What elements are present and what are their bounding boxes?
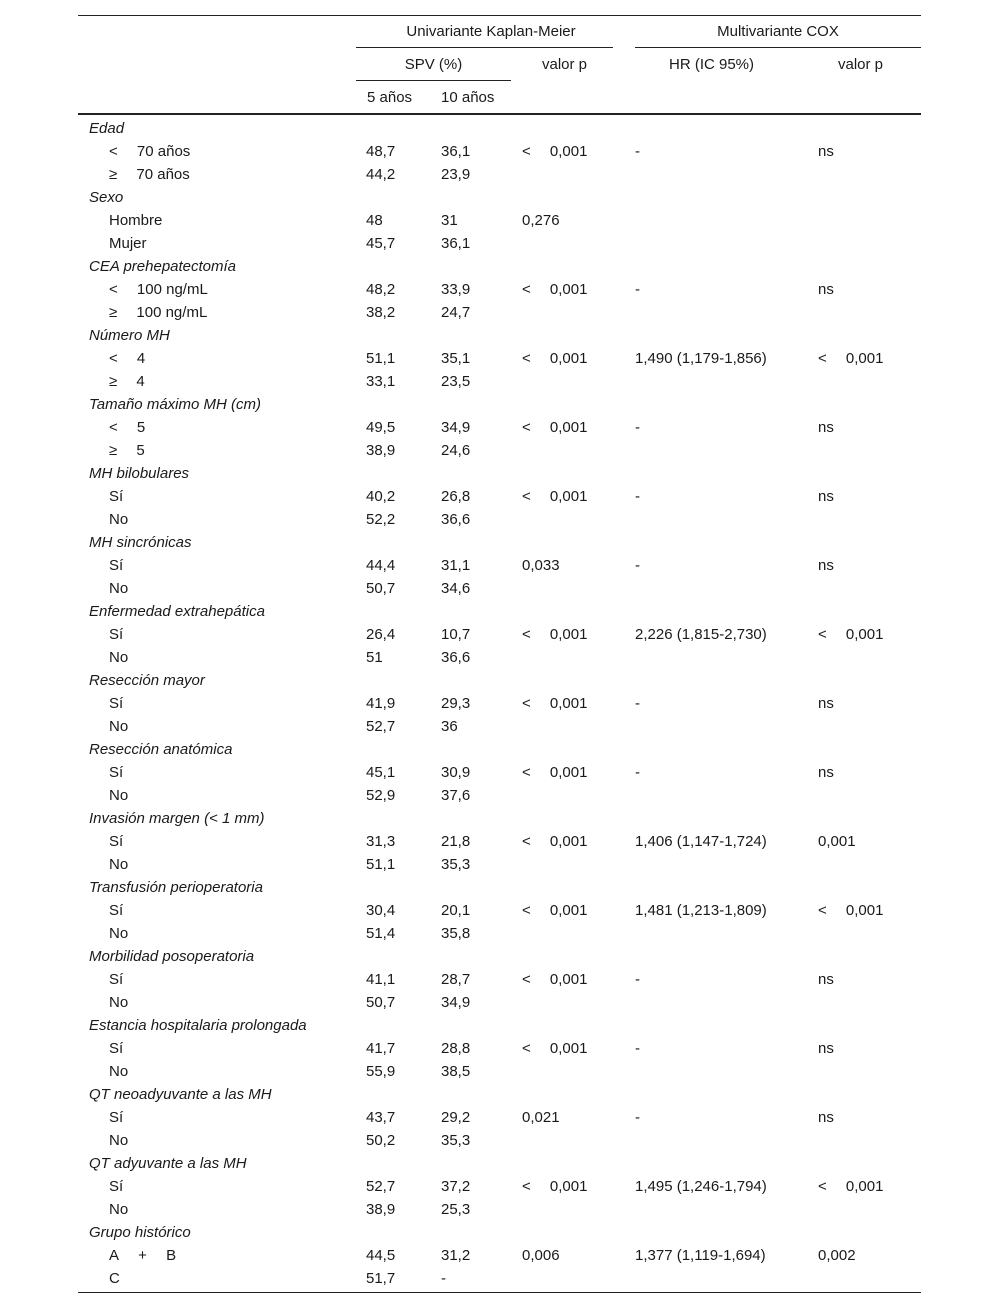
survival-10y: 36,1 — [441, 143, 471, 160]
row-label: A + B — [109, 1247, 177, 1264]
header-km-title: Univariante Kaplan-Meier — [406, 23, 576, 40]
km-p-value: 0,276 — [522, 212, 560, 229]
survival-5y: 51,1 — [366, 350, 396, 367]
survival-10y: 31,2 — [441, 1247, 471, 1264]
table-row — [78, 1244, 921, 1267]
cox-p-value: < 0,001 — [818, 626, 884, 643]
survival-5y: 51,1 — [366, 856, 396, 873]
survival-5y: 49,5 — [366, 419, 396, 436]
table-row — [78, 1175, 921, 1198]
survival-10y: 23,5 — [441, 373, 471, 390]
survival-10y: 24,7 — [441, 304, 471, 321]
survival-5y: 52,9 — [366, 787, 396, 804]
table-row — [78, 140, 921, 163]
hazard-ratio: 1,490 (1,179-1,856) — [635, 350, 767, 367]
row-label: Sí — [109, 695, 124, 712]
survival-5y: 38,2 — [366, 304, 396, 321]
category-label: MH sincrónicas — [89, 534, 192, 551]
table-row — [78, 1198, 921, 1221]
hazard-ratio: 1,495 (1,246-1,794) — [635, 1178, 767, 1195]
survival-5y: 48 — [366, 212, 383, 229]
survival-10y: 36,6 — [441, 511, 471, 528]
table-bottom-rule — [78, 1292, 921, 1293]
hazard-ratio: - — [635, 488, 640, 505]
category-row — [78, 255, 921, 278]
cox-p-value: ns — [818, 695, 834, 712]
km-p-value: < 0,001 — [522, 1178, 588, 1195]
table-row — [78, 922, 921, 945]
row-label: No — [109, 580, 129, 597]
survival-5y: 41,7 — [366, 1040, 396, 1057]
category-row — [78, 324, 921, 347]
table-row — [78, 554, 921, 577]
km-p-value: < 0,001 — [522, 695, 588, 712]
table-row — [78, 163, 921, 186]
survival-10y: 36 — [441, 718, 458, 735]
survival-10y: 24,6 — [441, 442, 471, 459]
header-cox-title: Multivariante COX — [717, 23, 839, 40]
km-p-value: 0,033 — [522, 557, 560, 574]
category-label: Transfusión perioperatoria — [89, 879, 263, 896]
survival-5y: 45,7 — [366, 235, 396, 252]
survival-10y: 23,9 — [441, 166, 471, 183]
row-label: C — [109, 1270, 120, 1287]
km-p-value: < 0,001 — [522, 488, 588, 505]
category-row — [78, 738, 921, 761]
category-row — [78, 393, 921, 416]
cox-p-value: < 0,001 — [818, 1178, 884, 1195]
header-hr: HR (IC 95%) — [669, 56, 755, 73]
spv-group-rule — [356, 80, 511, 81]
survival-5y: 43,7 — [366, 1109, 396, 1126]
table-body — [78, 117, 921, 1290]
cox-p-value: < 0,001 — [818, 350, 884, 367]
hazard-ratio: - — [635, 971, 640, 988]
survival-5y: 44,5 — [366, 1247, 396, 1264]
category-row — [78, 876, 921, 899]
cox-p-value: ns — [818, 1109, 834, 1126]
table-row — [78, 301, 921, 324]
row-label: Sí — [109, 488, 124, 505]
table-row — [78, 209, 921, 232]
category-row — [78, 1152, 921, 1175]
survival-10y: 10,7 — [441, 626, 471, 643]
header-5-years: 5 años — [367, 89, 413, 106]
survival-10y: 33,9 — [441, 281, 471, 298]
table-row — [78, 715, 921, 738]
hazard-ratio: - — [635, 1109, 640, 1126]
survival-10y: 28,7 — [441, 971, 471, 988]
table-row — [78, 508, 921, 531]
table-row — [78, 232, 921, 255]
survival-5y: 41,9 — [366, 695, 396, 712]
category-row — [78, 807, 921, 830]
survival-10y: 31 — [441, 212, 458, 229]
survival-5y: 31,3 — [366, 833, 396, 850]
survival-10y: 35,1 — [441, 350, 471, 367]
survival-5y: 50,7 — [366, 994, 396, 1011]
survival-10y: 38,5 — [441, 1063, 471, 1080]
category-label: Grupo histórico — [89, 1224, 191, 1241]
survival-5y: 38,9 — [366, 1201, 396, 1218]
survival-10y: 29,2 — [441, 1109, 471, 1126]
km-p-value: < 0,001 — [522, 1040, 588, 1057]
category-label: Resección mayor — [89, 672, 205, 689]
survival-5y: 38,9 — [366, 442, 396, 459]
table-row — [78, 485, 921, 508]
category-row — [78, 1014, 921, 1037]
category-label: Enfermedad extrahepática — [89, 603, 265, 620]
hazard-ratio: 1,406 (1,147-1,724) — [635, 833, 767, 850]
survival-5y: 55,9 — [366, 1063, 396, 1080]
survival-5y: 50,7 — [366, 580, 396, 597]
table-top-rule — [78, 15, 921, 16]
table-row — [78, 761, 921, 784]
category-label: Sexo — [89, 189, 124, 206]
category-label: QT adyuvante a las MH — [89, 1155, 247, 1172]
cox-p-value: ns — [818, 281, 834, 298]
table-row — [78, 853, 921, 876]
table-row — [78, 784, 921, 807]
table-row — [78, 623, 921, 646]
cox-p-value: < 0,001 — [818, 902, 884, 919]
cox-p-value: ns — [818, 419, 834, 436]
row-label: ≥ 100 ng/mL — [109, 304, 208, 321]
survival-10y: 20,1 — [441, 902, 471, 919]
survival-5y: 51,7 — [366, 1270, 396, 1287]
row-label: < 100 ng/mL — [109, 281, 208, 298]
row-label: Sí — [109, 764, 124, 781]
category-row — [78, 1083, 921, 1106]
row-label: Sí — [109, 1109, 124, 1126]
hazard-ratio: - — [635, 695, 640, 712]
hazard-ratio: - — [635, 1040, 640, 1057]
hazard-ratio: - — [635, 557, 640, 574]
survival-5y: 33,1 — [366, 373, 396, 390]
km-p-value: < 0,001 — [522, 350, 588, 367]
row-label: < 5 — [109, 419, 146, 436]
cox-p-value: ns — [818, 557, 834, 574]
survival-5y: 44,2 — [366, 166, 396, 183]
survival-5y: 40,2 — [366, 488, 396, 505]
table-row — [78, 347, 921, 370]
row-label: Sí — [109, 833, 124, 850]
survival-5y: 30,4 — [366, 902, 396, 919]
survival-10y: 37,6 — [441, 787, 471, 804]
row-label: < 70 años — [109, 143, 191, 160]
survival-5y: 51 — [366, 649, 383, 666]
table-row — [78, 968, 921, 991]
table-row — [78, 692, 921, 715]
row-label: No — [109, 718, 129, 735]
km-p-value: < 0,001 — [522, 764, 588, 781]
table-row — [78, 278, 921, 301]
table-row — [78, 830, 921, 853]
category-label: MH bilobulares — [89, 465, 190, 482]
row-label: Sí — [109, 557, 124, 574]
category-row — [78, 945, 921, 968]
category-row — [78, 462, 921, 485]
survival-10y: - — [441, 1270, 446, 1287]
survival-5y: 44,4 — [366, 557, 396, 574]
category-label: Resección anatómica — [89, 741, 233, 758]
survival-10y: 30,9 — [441, 764, 471, 781]
row-label: No — [109, 925, 129, 942]
category-label: Número MH — [89, 327, 170, 344]
cox-p-value: ns — [818, 488, 834, 505]
row-label: No — [109, 856, 129, 873]
category-row — [78, 1221, 921, 1244]
category-label: Morbilidad posoperatoria — [89, 948, 255, 965]
category-label: Edad — [89, 120, 125, 137]
survival-10y: 36,1 — [441, 235, 471, 252]
survival-10y: 29,3 — [441, 695, 471, 712]
survival-5y: 26,4 — [366, 626, 396, 643]
table-row — [78, 1267, 921, 1290]
row-label: ≥ 70 años — [109, 166, 190, 183]
header-pval-cox: valor p — [838, 56, 884, 73]
survival-10y: 35,3 — [441, 1132, 471, 1149]
category-row — [78, 186, 921, 209]
table-row — [78, 577, 921, 600]
row-label: ≥ 4 — [109, 373, 145, 390]
row-label: ≥ 5 — [109, 442, 145, 459]
row-label: Hombre — [109, 212, 163, 229]
hazard-ratio: - — [635, 764, 640, 781]
km-p-value: < 0,001 — [522, 281, 588, 298]
header-10-years: 10 años — [441, 89, 495, 106]
table-row — [78, 1106, 921, 1129]
table-row — [78, 439, 921, 462]
cox-p-value: ns — [818, 764, 834, 781]
survival-5y: 52,7 — [366, 1178, 396, 1195]
row-label: Sí — [109, 626, 124, 643]
category-row — [78, 117, 921, 140]
survival-5y: 52,7 — [366, 718, 396, 735]
hazard-ratio: 1,481 (1,213-1,809) — [635, 902, 767, 919]
km-p-value: < 0,001 — [522, 419, 588, 436]
survival-5y: 48,2 — [366, 281, 396, 298]
row-label: Sí — [109, 1040, 124, 1057]
table-row — [78, 1129, 921, 1152]
survival-10y: 36,6 — [441, 649, 471, 666]
category-row — [78, 531, 921, 554]
row-label: Sí — [109, 971, 124, 988]
category-row — [78, 600, 921, 623]
row-label: No — [109, 994, 129, 1011]
category-row — [78, 669, 921, 692]
table-row — [78, 646, 921, 669]
table-row — [78, 899, 921, 922]
survival-10y: 34,6 — [441, 580, 471, 597]
header-spv: SPV (%) — [404, 56, 463, 73]
survival-5y: 50,2 — [366, 1132, 396, 1149]
km-p-value: < 0,001 — [522, 143, 588, 160]
row-label: No — [109, 1063, 129, 1080]
cox-p-value: ns — [818, 1040, 834, 1057]
row-label: < 4 — [109, 350, 146, 367]
row-label: No — [109, 1132, 129, 1149]
km-p-value: < 0,001 — [522, 833, 588, 850]
survival-10y: 26,8 — [441, 488, 471, 505]
hazard-ratio: - — [635, 281, 640, 298]
survival-5y: 41,1 — [366, 971, 396, 988]
cox-p-value: 0,001 — [818, 833, 856, 850]
survival-10y: 28,8 — [441, 1040, 471, 1057]
row-label: No — [109, 511, 129, 528]
km-p-value: < 0,001 — [522, 971, 588, 988]
category-label: Tamaño máximo MH (cm) — [89, 396, 261, 413]
survival-10y: 37,2 — [441, 1178, 471, 1195]
hazard-ratio: - — [635, 143, 640, 160]
hazard-ratio: 2,226 (1,815-2,730) — [635, 626, 767, 643]
survival-5y: 45,1 — [366, 764, 396, 781]
km-p-value: 0,006 — [522, 1247, 560, 1264]
cox-p-value: 0,002 — [818, 1247, 856, 1264]
survival-10y: 21,8 — [441, 833, 471, 850]
row-label: No — [109, 787, 129, 804]
survival-5y: 51,4 — [366, 925, 396, 942]
hazard-ratio: - — [635, 419, 640, 436]
survival-10y: 35,3 — [441, 856, 471, 873]
survival-10y: 34,9 — [441, 994, 471, 1011]
km-group-rule — [356, 47, 613, 48]
cox-p-value: ns — [818, 971, 834, 988]
km-p-value: 0,021 — [522, 1109, 560, 1126]
table-row — [78, 416, 921, 439]
category-label: QT neoadyuvante a las MH — [89, 1086, 272, 1103]
row-label: Mujer — [109, 235, 147, 252]
km-p-value: < 0,001 — [522, 626, 588, 643]
row-label: No — [109, 649, 129, 666]
row-label: Sí — [109, 1178, 124, 1195]
category-label: Invasión margen (< 1 mm) — [89, 810, 265, 827]
header-bottom-rule — [78, 113, 921, 115]
survival-5y: 52,2 — [366, 511, 396, 528]
survival-10y: 31,1 — [441, 557, 471, 574]
category-label: CEA prehepatectomía — [89, 258, 237, 275]
category-label: Estancia hospitalaria prolongada — [89, 1017, 307, 1034]
survival-10y: 34,9 — [441, 419, 471, 436]
table-row — [78, 1060, 921, 1083]
survival-5y: 48,7 — [366, 143, 396, 160]
header-pval-km: valor p — [542, 56, 588, 73]
table-row — [78, 1037, 921, 1060]
survival-10y: 35,8 — [441, 925, 471, 942]
cox-p-value: ns — [818, 143, 834, 160]
table-row — [78, 370, 921, 393]
table-row — [78, 991, 921, 1014]
row-label: Sí — [109, 902, 124, 919]
row-label: No — [109, 1201, 129, 1218]
survival-10y: 25,3 — [441, 1201, 471, 1218]
hazard-ratio: 1,377 (1,119-1,694) — [635, 1247, 766, 1264]
cox-group-rule — [635, 47, 921, 48]
km-p-value: < 0,001 — [522, 902, 588, 919]
